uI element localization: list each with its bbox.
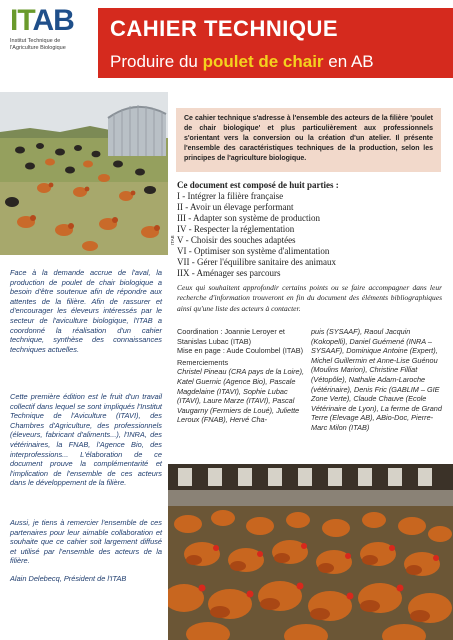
chickens-photo [168, 464, 453, 640]
farm-scene-illustration [0, 92, 168, 255]
itab-logo [10, 6, 100, 66]
part-item: II - Avoir un élevage performant [177, 202, 294, 212]
chickens-illustration [168, 464, 453, 640]
logo-sub-line2: l'Agriculture Biologique [10, 45, 66, 51]
logo-text-b: AB [32, 4, 74, 37]
credits-column-1 [177, 327, 307, 425]
thanks-list-2: puis (SYSAAF), Raoul Jacquin (Kokopelli), Daniel Guémené (INRA – SYSAAF), Dominique Antoine (Expert), Michel Guillermin et Anne-Lise Guénou (Moulins Marion), Christine Filliat (Vétopôle), Nathalie Adam-Laroche (vétérinaire), Denis Fric (GABLIM – GIE Zone Verte), Claude Chauve (Ecole Vétérinaire de Lyon), La ferme de Grand Terre (Elevage AB), ABio-Doc, Pierre-Marc Milon (ITAB) [311, 327, 442, 432]
coordination-credit: Coordination : Joannie Leroyer et Stanislas Lubac (ITAB) [177, 327, 285, 346]
logo-text-a: IT [10, 4, 33, 37]
part-item: IV - Respecter la réglementation [177, 224, 295, 234]
editorial-paragraph-1: Face à la demande accrue de l'aval, la production de poulet de chair biologique a besoin d'être soutenue afin de répondre aux attentes de la filière. Afin de rassurer et d'encourager les éleveurs intéressés par le secteur de l'aviculture biologique, l'ITAB a coordonné la réalisation d'un cahier technique, synthèse des connaissances techniques actuelles. [10, 268, 162, 354]
logo-sub-line1: Institut Technique de [10, 38, 61, 44]
credits-column-2 [311, 327, 443, 433]
logo-subtitle [10, 38, 100, 52]
editorial-signature: Alain Delebecq, Président de l'ITAB [10, 574, 127, 583]
editorial-column [0, 256, 168, 640]
subtitle-highlight: poulet de chair [202, 52, 324, 71]
intro-box: Ce cahier technique s'adresse à l'ensemble des acteurs de la filière 'poulet de chair biologique' et plus particulièrement aux professionnels s'orientant vers la conversion ou la création d'un atelier. Il présente l'ensemble des caractéristiques techniques de la production, selon les principes de l'agriculture biologique. [176, 108, 441, 172]
logo-mark [10, 6, 100, 36]
chicken-farm-photo [0, 92, 168, 255]
subtitle-pre: Produire du [110, 52, 203, 71]
further-reading-note: Ceux qui souhaitent approfondir certains points ou se faire accompagner dans leur recherche d'information trouveront en fin du document des éléments bibliographiques ainsi qu'une liste des acteurs à contacter. [177, 283, 442, 313]
title-banner [98, 8, 453, 78]
part-item: III - Adapter son système de production [177, 213, 320, 223]
part-item: V - Choisir des souches adaptées [177, 235, 296, 245]
part-item: VII - Gérer l'équilibre sanitaire des animaux [177, 257, 337, 267]
part-item: IIX - Aménager ses parcours [177, 268, 281, 278]
part-item: I - Intégrer la filière française [177, 191, 284, 201]
page-title: CAHIER TECHNIQUE [110, 16, 339, 41]
layout-credit: Mise en page : Aude Coulombel (ITAB) [177, 346, 304, 356]
thanks-list-1: Christel Pineau (CRA pays de la Loire), Katel Guernic (Agence Bio), Pascale Magdelaine (ITAVI), Sophie Lubac (ITAVI), Laure Marze (ITAVI), Pascal Vaugarny (Fermiers de Loué), Juliette Leroux (FNAB), Hervé Cha- [177, 367, 305, 425]
page-subtitle [110, 52, 374, 72]
thanks-label: Remerciements [177, 357, 229, 367]
editorial-paragraph-2: Cette première édition est le fruit d'un travail collectif dans lequel se sont impliqués l'Institut Technique de l'Aviculture (ITAVI), des Chambres d'Agriculture, des professionnels (éleveurs, fabricant d'aliments...), l'INRA, des vétérinaires, la FNAB, l'Agence Bio, des interprofessions... L'élaboration de ce document prouve la complémentarité et l'implication de l'ensemble de ces acteurs dans le développement de la filière. [10, 392, 162, 488]
editorial-paragraph-3: Aussi, je tiens à remercier l'ensemble de ces partenaires pour leur aimable collaboration et souhaite que ce cahier soit largement diffusé et utilisé par l'ensemble des acteurs de la filière. [10, 518, 162, 566]
subtitle-post: en AB [323, 52, 374, 71]
parts-list [177, 180, 442, 279]
photo-credit: ITAB [170, 235, 175, 245]
part-item: VI - Optimiser son système d'alimentation [177, 246, 330, 256]
parts-heading: Ce document est composé de huit parties : [177, 180, 339, 190]
header [0, 0, 453, 90]
